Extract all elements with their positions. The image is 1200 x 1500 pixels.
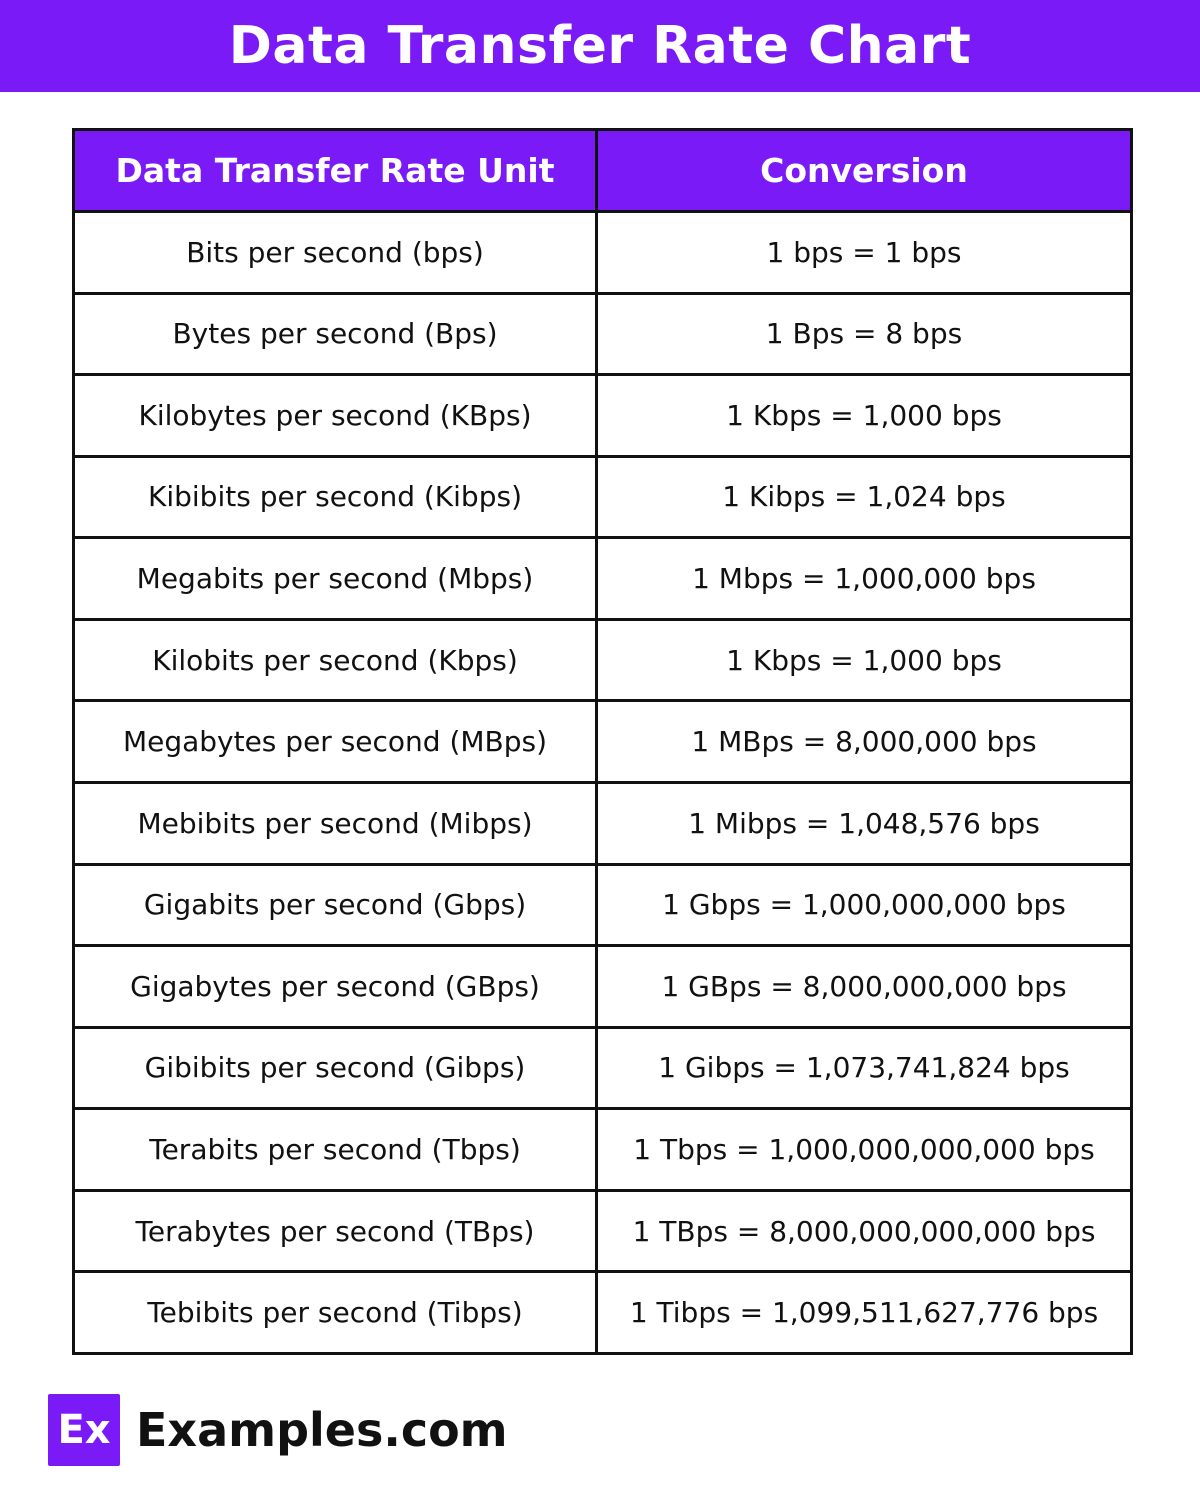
title-banner	[0, 0, 1200, 92]
table-row	[74, 782, 1132, 864]
unit-cell: Gigabytes per second (GBps)	[74, 946, 597, 1028]
table-row	[74, 1190, 1132, 1272]
table-row	[74, 456, 1132, 538]
table-header-row	[74, 130, 1132, 212]
conversion-table-container	[72, 128, 1130, 1355]
conversion-cell: 1 Bps = 8 bps	[597, 293, 1132, 375]
unit-cell: Kilobytes per second (KBps)	[74, 375, 597, 457]
unit-cell: Terabits per second (Tbps)	[74, 1109, 597, 1191]
unit-cell: Tebibits per second (Tibps)	[74, 1272, 597, 1354]
conversion-cell: 1 MBps = 8,000,000 bps	[597, 701, 1132, 783]
column-header-conversion: Conversion	[597, 130, 1132, 212]
examples-logo-icon: Ex	[48, 1394, 120, 1466]
table-row	[74, 864, 1132, 946]
brand-name: Examples.com	[136, 1403, 508, 1457]
unit-cell: Bytes per second (Bps)	[74, 293, 597, 375]
table-row	[74, 1027, 1132, 1109]
table-row	[74, 1272, 1132, 1354]
unit-cell: Mebibits per second (Mibps)	[74, 782, 597, 864]
conversion-cell: 1 Tbps = 1,000,000,000,000 bps	[597, 1109, 1132, 1191]
page-title: Data Transfer Rate Chart	[228, 16, 972, 76]
conversion-cell: 1 Kibps = 1,024 bps	[597, 456, 1132, 538]
table-row	[74, 946, 1132, 1028]
table-row	[74, 212, 1132, 294]
table-row	[74, 293, 1132, 375]
conversion-cell: 1 Kbps = 1,000 bps	[597, 375, 1132, 457]
unit-cell: Terabytes per second (TBps)	[74, 1190, 597, 1272]
conversion-cell: 1 Mibps = 1,048,576 bps	[597, 782, 1132, 864]
table-row	[74, 375, 1132, 457]
table-row	[74, 619, 1132, 701]
table-row	[74, 538, 1132, 620]
conversion-cell: 1 Mbps = 1,000,000 bps	[597, 538, 1132, 620]
table-row	[74, 1109, 1132, 1191]
conversion-cell: 1 bps = 1 bps	[597, 212, 1132, 294]
conversion-table	[72, 128, 1133, 1355]
unit-cell: Kilobits per second (Kbps)	[74, 619, 597, 701]
unit-cell: Gibibits per second (Gibps)	[74, 1027, 597, 1109]
unit-cell: Gigabits per second (Gbps)	[74, 864, 597, 946]
conversion-cell: 1 Gbps = 1,000,000,000 bps	[597, 864, 1132, 946]
unit-cell: Kibibits per second (Kibps)	[74, 456, 597, 538]
conversion-cell: 1 Tibps = 1,099,511,627,776 bps	[597, 1272, 1132, 1354]
conversion-cell: 1 Kbps = 1,000 bps	[597, 619, 1132, 701]
conversion-cell: 1 TBps = 8,000,000,000,000 bps	[597, 1190, 1132, 1272]
conversion-cell: 1 GBps = 8,000,000,000 bps	[597, 946, 1132, 1028]
unit-cell: Megabytes per second (MBps)	[74, 701, 597, 783]
unit-cell: Megabits per second (Mbps)	[74, 538, 597, 620]
table-row	[74, 701, 1132, 783]
column-header-unit: Data Transfer Rate Unit	[74, 130, 597, 212]
unit-cell: Bits per second (bps)	[74, 212, 597, 294]
conversion-cell: 1 Gibps = 1,073,741,824 bps	[597, 1027, 1132, 1109]
footer-brand[interactable]	[48, 1394, 508, 1466]
